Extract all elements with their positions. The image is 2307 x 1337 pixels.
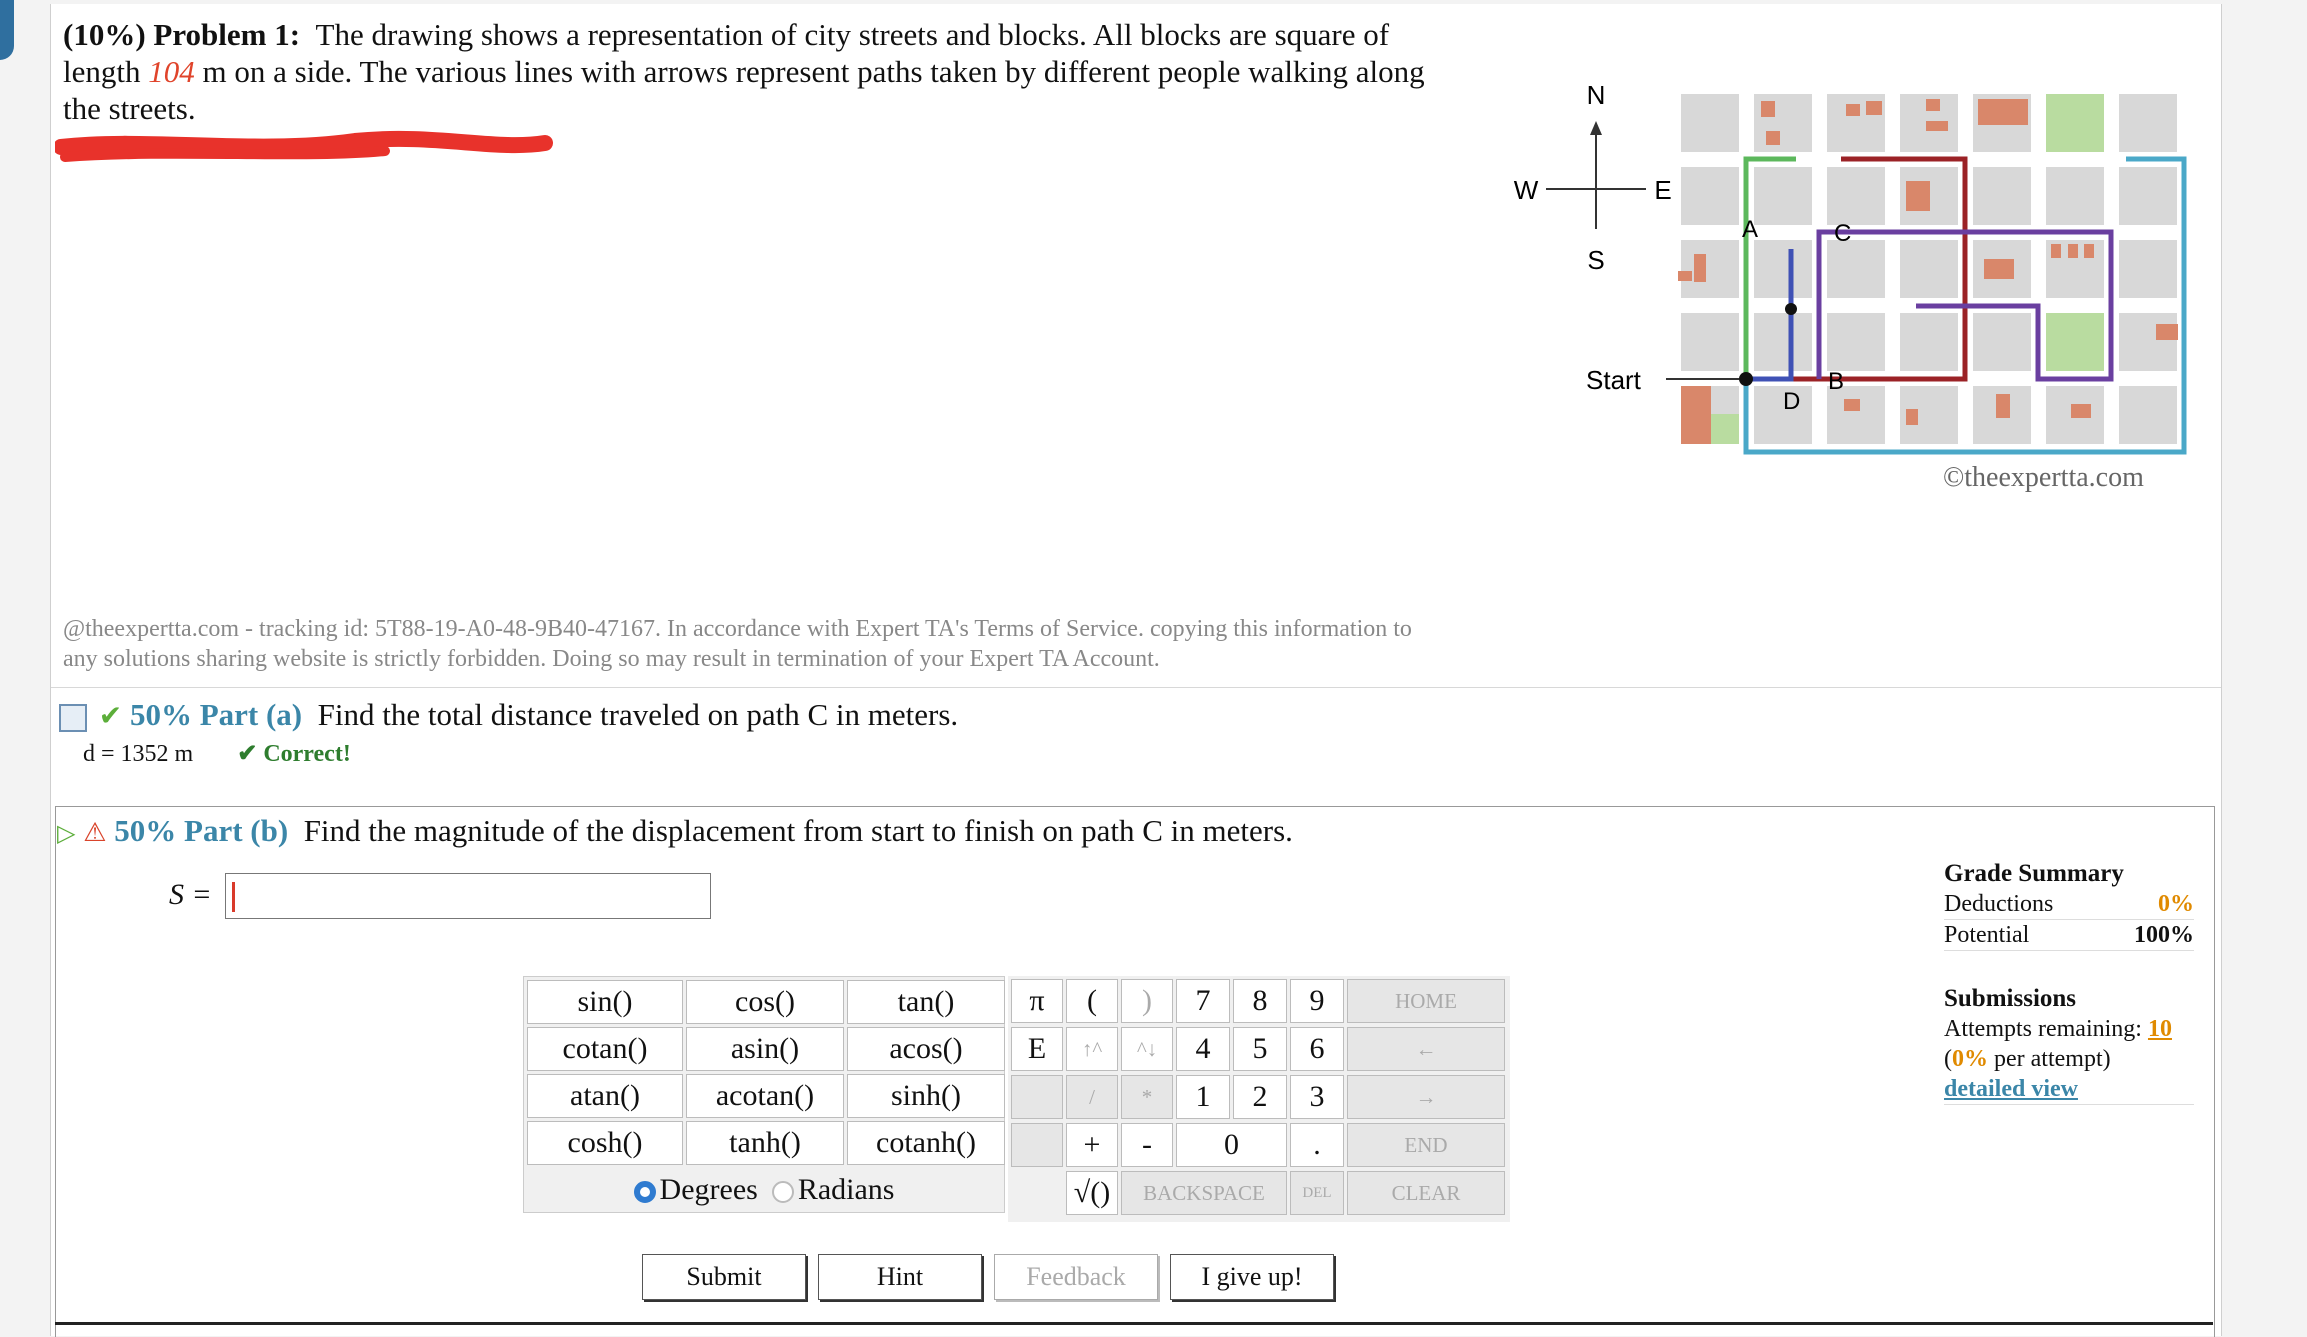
text-caret — [232, 882, 235, 912]
degrees-label: Degrees — [659, 1173, 758, 1206]
per-attempt-pct: 0% — [1952, 1046, 1988, 1072]
four-key[interactable]: 4 — [1176, 1027, 1230, 1071]
grade-summary — [1944, 859, 2194, 951]
city-map-diagram — [1436, 59, 2236, 509]
tanh-button[interactable]: tanh() — [686, 1121, 844, 1165]
radians-radio[interactable] — [772, 1181, 794, 1203]
backspace-key[interactable]: BACKSPACE — [1121, 1171, 1287, 1215]
collapse-icon[interactable] — [59, 704, 87, 732]
cosh-button[interactable]: cosh() — [527, 1121, 683, 1165]
attempts-row — [1944, 1014, 2194, 1044]
bottom-rule — [55, 1322, 2213, 1325]
eight-key[interactable]: 8 — [1233, 979, 1287, 1023]
part-b-percent: 50% Part (b) — [114, 813, 289, 848]
problem-page — [50, 4, 2222, 1336]
divider — [51, 687, 2221, 688]
part-a-percent: 50% Part (a) — [129, 697, 303, 732]
dot-key[interactable]: . — [1290, 1123, 1344, 1167]
del-key[interactable]: DEL — [1290, 1171, 1344, 1215]
rparen-key[interactable]: ) — [1121, 979, 1173, 1023]
expand-arrow-icon[interactable]: ▷ — [57, 821, 76, 847]
compass-rose — [1514, 80, 1672, 275]
cotan-button[interactable]: cotan() — [527, 1027, 683, 1071]
left-key[interactable]: ← — [1347, 1027, 1505, 1071]
acos-button[interactable]: acos() — [847, 1027, 1005, 1071]
submissions-panel — [1944, 984, 2194, 1105]
two-key[interactable]: 2 — [1233, 1075, 1287, 1119]
down-key[interactable]: ^↓ — [1121, 1027, 1173, 1071]
deductions-value: 0% — [2158, 891, 2194, 917]
acotan-button[interactable]: acotan() — [686, 1074, 844, 1118]
part-a-header — [59, 696, 958, 736]
divide-key[interactable]: / — [1066, 1075, 1118, 1119]
deductions-label: Deductions — [1944, 891, 2054, 917]
path-label-c: C — [1834, 220, 1852, 247]
answer-variable-label: S = — [169, 878, 212, 911]
check-icon: ✔ — [98, 701, 123, 732]
function-keypad — [523, 976, 1005, 1213]
up-key[interactable]: ↑^ — [1066, 1027, 1118, 1071]
right-key[interactable]: → — [1347, 1075, 1505, 1119]
sidebar-accent — [0, 0, 14, 60]
compass-w: W — [1513, 175, 1539, 205]
nine-key[interactable]: 9 — [1290, 979, 1344, 1023]
problem-text-end: m on a side. The various lines with arrows represent paths taken by different people walking along the streets. — [63, 54, 1425, 126]
blank-key-2 — [1011, 1123, 1063, 1167]
path-label-d: D — [1783, 388, 1801, 415]
answer-input[interactable] — [225, 873, 711, 919]
warning-icon: ⚠ — [83, 818, 107, 847]
degrees-option[interactable] — [634, 1173, 758, 1207]
part-a-answer-row — [83, 739, 351, 768]
deductions-row — [1944, 889, 2194, 920]
potential-value: 100% — [2134, 922, 2194, 948]
part-b-header — [57, 812, 1293, 853]
path-label-a: A — [1742, 216, 1759, 243]
radians-label: Radians — [797, 1173, 895, 1206]
potential-row — [1944, 920, 2194, 951]
block-length-value: 104 — [148, 54, 195, 89]
e-key[interactable]: E — [1011, 1027, 1063, 1071]
minus-key[interactable]: - — [1121, 1123, 1173, 1167]
sin-button[interactable]: sin() — [527, 980, 683, 1024]
lparen-key[interactable]: ( — [1066, 979, 1118, 1023]
start-label: Start — [1586, 365, 1641, 395]
part-b-question: Find the magnitude of the displacement from start to finish on path C in meters. — [303, 813, 1293, 848]
sqrt-key[interactable]: √() — [1066, 1171, 1118, 1215]
problem-number: (10%) Problem 1: — [63, 17, 301, 52]
degrees-radio[interactable] — [634, 1181, 656, 1203]
home-key[interactable]: HOME — [1347, 979, 1505, 1023]
blank-key — [1011, 1075, 1063, 1119]
copyright-label: ©theexpertta.com — [1943, 462, 2144, 493]
problem-text-start: The drawing shows a representation of city streets and blocks. All blocks are square of length — [63, 17, 1390, 89]
path-label-b: B — [1828, 368, 1845, 395]
tracking-notice: @theexpertta.com - tracking id: 5T88-19-A0-48-9B40-47167. In accordance with Expert TA's Terms of Service. copying this information to any solutions sharing website is strictly forbidden. Doing so may result in termination of your Expert TA Account. — [63, 616, 1412, 672]
attempts-label: Attempts remaining: — [1944, 1016, 2142, 1042]
compass-s: S — [1587, 245, 1605, 275]
attempts-value: 10 — [2147, 1016, 2172, 1042]
start-point — [1739, 372, 1753, 386]
angle-mode — [524, 1168, 1004, 1212]
cotanh-button[interactable]: cotanh() — [847, 1121, 1005, 1165]
cos-button[interactable]: cos() — [686, 980, 844, 1024]
clear-key[interactable]: CLEAR — [1347, 1171, 1505, 1215]
radians-option[interactable] — [772, 1173, 895, 1207]
seven-key[interactable]: 7 — [1176, 979, 1230, 1023]
detailed-view-row — [1944, 1074, 2194, 1105]
end-key[interactable]: END — [1347, 1123, 1505, 1167]
pi-key[interactable]: π — [1011, 979, 1063, 1023]
plus-key[interactable]: + — [1066, 1123, 1118, 1167]
potential-label: Potential — [1944, 922, 2030, 948]
part-a-answer: d = 1352 m — [83, 741, 194, 767]
detailed-view-link[interactable]: detailed view — [1944, 1076, 2078, 1102]
three-key[interactable]: 3 — [1290, 1075, 1344, 1119]
grade-summary-title: Grade Summary — [1944, 860, 2124, 887]
submit-button[interactable]: Submit — [642, 1254, 806, 1300]
redaction-scribble — [55, 129, 555, 169]
atan-button[interactable]: atan() — [527, 1074, 683, 1118]
sinh-button[interactable]: sinh() — [847, 1074, 1005, 1118]
submissions-title: Submissions — [1944, 985, 2077, 1012]
correct-badge: ✔ Correct! — [237, 741, 351, 767]
per-attempt-text: per attempt) — [1994, 1046, 2111, 1072]
problem-statement — [63, 16, 1463, 127]
waypoint — [1785, 303, 1797, 315]
asin-button[interactable]: asin() — [686, 1027, 844, 1071]
multiply-key[interactable]: * — [1121, 1075, 1173, 1119]
six-key[interactable]: 6 — [1290, 1027, 1344, 1071]
one-key[interactable]: 1 — [1176, 1075, 1230, 1119]
give-up-button[interactable]: I give up! — [1170, 1254, 1334, 1300]
feedback-button[interactable]: Feedback — [994, 1254, 1158, 1300]
per-attempt-row: (0% per attempt) — [1944, 1046, 2111, 1072]
hint-button[interactable]: Hint — [818, 1254, 982, 1300]
tan-button[interactable]: tan() — [847, 980, 1005, 1024]
zero-key[interactable]: 0 — [1176, 1123, 1287, 1167]
compass-n: N — [1586, 80, 1606, 110]
numeric-keypad — [1008, 976, 1510, 1222]
part-a-question: Find the total distance traveled on path C in meters. — [317, 697, 959, 732]
five-key[interactable]: 5 — [1233, 1027, 1287, 1071]
compass-e: E — [1654, 175, 1672, 205]
